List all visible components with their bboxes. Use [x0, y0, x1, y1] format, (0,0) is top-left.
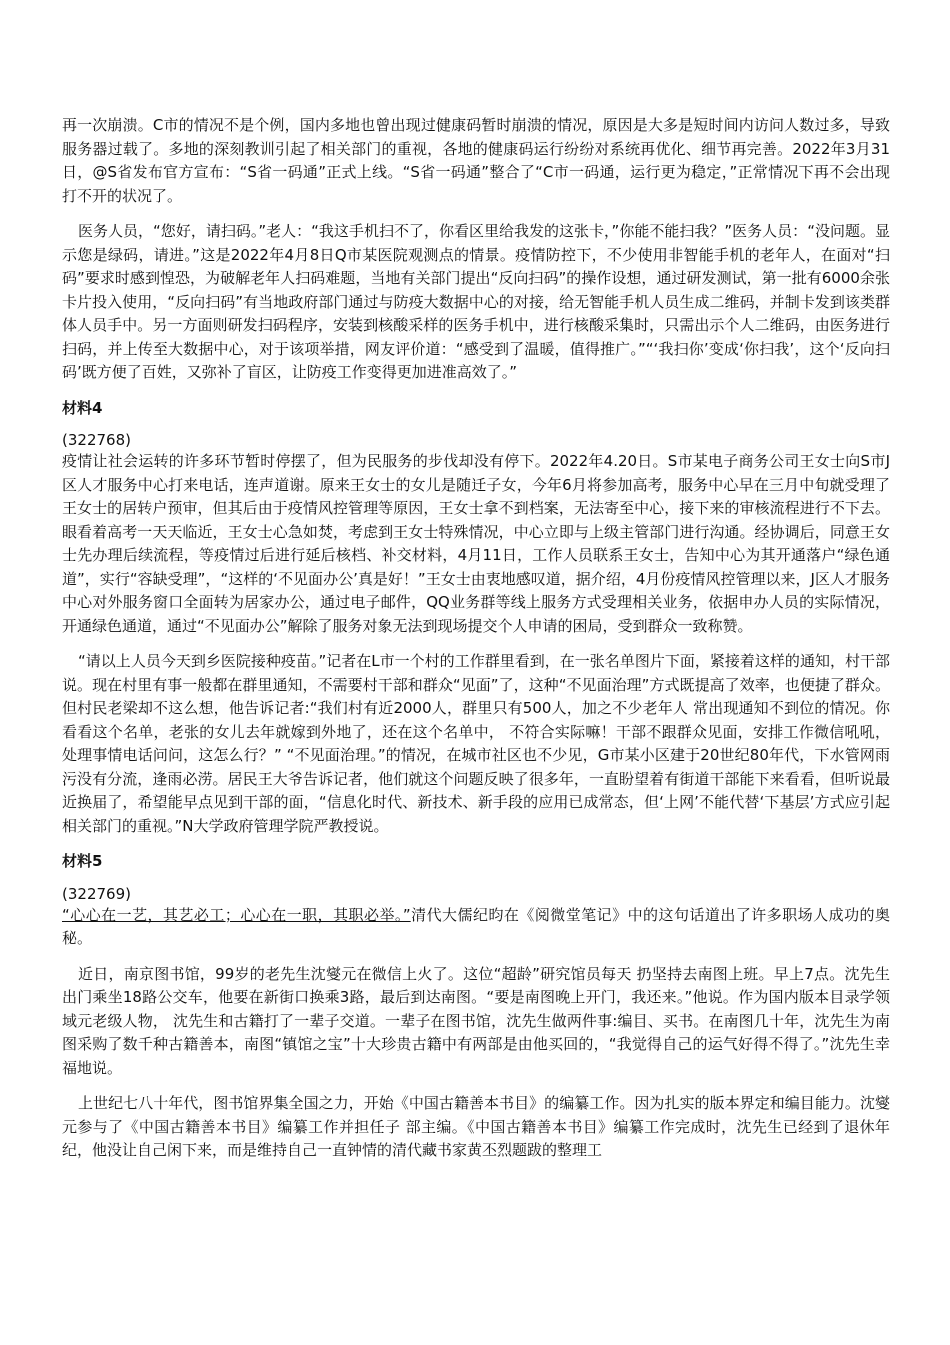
- document-page: [62, 114, 890, 1163]
- material-4-code: (322768): [62, 431, 131, 449]
- paragraph-librarian: 近日，南京图书馆，99岁的老先生沈燮元在微信上火了。这位“超龄”研究馆员每天 扔坚持去南图上班。早上7点。沈先生出门乘坐18路公交车，他要在新街口换乘3路，最后到达南图。“要是南图晚上开门，我还来。”他说。作为国内版本目录学领域元老级人物， 沈先生和古籍打了一辈子交道。一辈子在图书馆，沈先生做两件事:编目、买书。在南图几十年，沈先生为南图采购了数千种古籍善本，南图“镇馆之宝”十大珍贵古籍中有两部是由他买回的，“我觉得自己的运气好得不得了。”沈先生幸福地说。: [62, 964, 890, 1077]
- paragraph-health-code: 再一次崩溃。C市的情况不是个例，国内多地也曾出现过健康码暂时崩溃的情况，原因是大多是短时间内访问人数过多，导致服务器过载了。多地的深刻教训引起了相关部门的重视，各地的健康码运行纷纷对系统再优化、细节再完善。2022年3月31日，@S省发布官方宣布：“S省一码通”正式上线。“S省一码通”整合了“C市一码通，运行更为稳定，”正常情况下再不会出现打不开的状况了。: [62, 116, 890, 205]
- paragraph-reverse-scan: 医务人员，“您好，请扫码。”老人：“我这手机扫不了，你看区里给我发的这张卡，”你能不能扫我？”医务人员：“没问题。显示您是绿码，请进。”这是2022年4月8日Q市某医院观测点的情景。疫情防控下，不少使用非智能手机的老年人，在面对“扫码”要求时感到惶恐，为破解老年人扫码难题，当地有关部门提出“反向扫码”的操作设想，通过研发测试，第一批有6000余张卡片投入使用，“反向扫码”有当地政府部门通过与防疫大数据中心的对接，给无智能手机人员生成二维码，并制卡发到该类群体人员手中。另一方面则研发扫码程序，安装到核酸采样的医务手机中，进行核酸采集时，只需出示个人二维码，由医务进行扫码，并上传至大数据中心，对于该项举措，网友评价道：“感受到了温暖，值得推广。”“‘我扫你’变成‘你扫我’，这个‘反向扫码’既方便了百姓，又弥补了盲区，让防疫工作变得更加进准高效了。”: [62, 222, 890, 381]
- material-5-code: (322769): [62, 884, 131, 903]
- quote-explanation: 清代大儒纪昀在《阅微堂笔记》中的这句话道出了许多职场人成功的奥秘。: [62, 905, 890, 947]
- paragraph-no-meeting-office: 疫情让社会运转的许多环节暂时停摆了，但为民服务的步伐却没有停下。2022年4.20日。S市某电子商务公司王女士向S市J区人才服务中心打来电话，连声道谢。原来王女士的女儿是随迁子女，今年6月将参加高考，服务中心早在三月中旬就受理了王女士的居转户预审，但其后由于疫情风控管理等原因，王女士拿不到档案，无法寄至中心，接下来的审核流程进行不下去。眼看着高考一天天临近，王女士心急如焚，考虑到王女士特殊情况，中心立即与上级主管部门进行沟通。经协调后，同意王女士先办理后续流程，等疫情过后进行延后核档、补交材料，4月11日，工作人员联系王女士，告知中心为其开通落户“绿色通道”，实行“容缺受理”，“这样的‘不见面办公’真是好！”王女士由衷地感叹道，据介绍，4月份疫情风控管理以来，J区人才服务中心对外服务窗口全面转为居家办公，通过电子邮件，QQ业务群等线上服务方式受理相关业务，依据申办人员的实际情况，开通绿色通道，通过“不见面办公”解除了服务对象无法到现场提交个人申请的困局，受到群众一致称赞。: [62, 452, 890, 635]
- section-heading-material-5: 材料5: [62, 852, 103, 870]
- paragraph-quote: [62, 904, 890, 951]
- paragraph-no-meeting-governance: “请以上人员今天到乡医院接种疫苗。”记者在L市一个村的工作群里看到，在一张名单图片下面，紧接着这样的通知，村干部说。现在村里有事一般都在群里通知，不需要村干部和群众“见面”了，这种“不见面治理”方式既提高了效率，也便捷了群众。但村民老梁却不这么想，他告诉记者:“我们村有近2000人，群里只有500人，加之不少老年人 常出现通知不到位的情况。你看看这个名单，老张的女儿去年就嫁到外地了，还在这个名单中， 不符合实际嘛！干部不跟群众见面，安排工作微信吼吼，处理事情电话问问，这怎么行？” “不见面治理。”的情况，在城市社区也不少见，G市某小区建于20世纪80年代，下水管网雨污没有分流，逢雨必涝。居民王大爷告诉记者，他们就这个问题反映了很多年，一直盼望着有街道干部能下来看看，但听说最近换届了，希望能早点见到干部的面，“信息化时代、新技术、新手段的应用已成常态，但‘上网’不能代替‘下基层’方式应引起相关部门的重视。”N大学政府管理学院严教授说。: [62, 652, 890, 835]
- underlined-quote: “心心在一艺，其艺必工；心心在一职，其职必举。”: [62, 905, 411, 924]
- paragraph-catalog-compilation: 上世纪七八十年代，图书馆界集全国之力，开始《中国古籍善本书目》的编纂工作。因为扎实的版本界定和编目能力。沈燮元参与了《中国古籍善本书目》编纂工作并担任子 部主编。《中国古籍善本书目》编纂工作完成时，沈先生已经到了退休年纪，他没让自己闲下来，而是维持自己一直钟情的清代藏书家黄丕烈题跋的整理工: [62, 1094, 890, 1159]
- section-heading-material-4: 材料4: [62, 398, 103, 417]
